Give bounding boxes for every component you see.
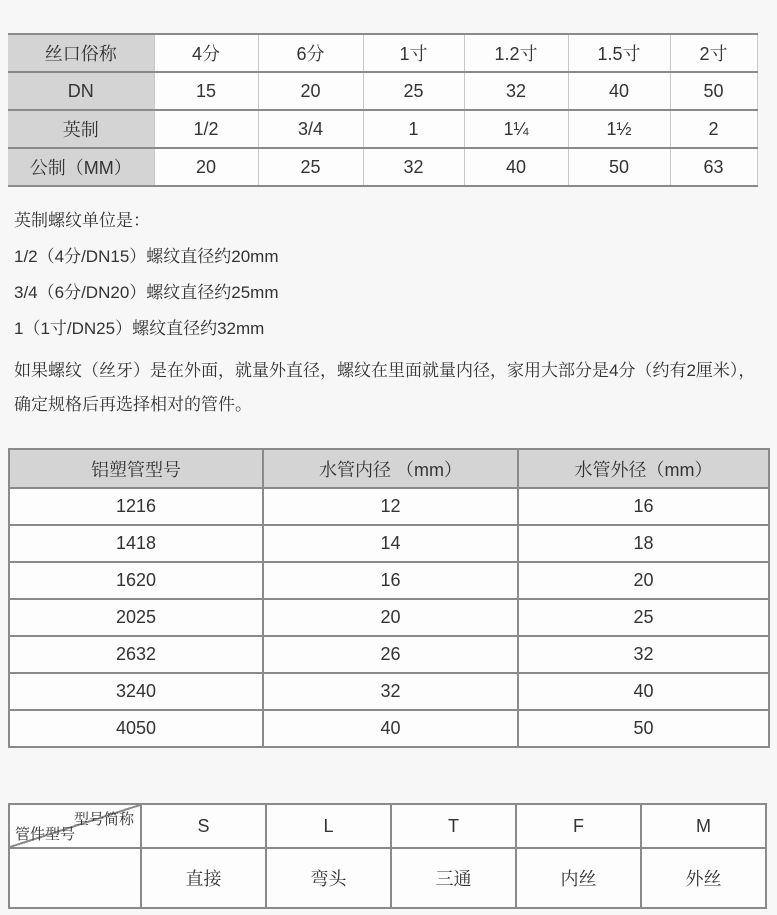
table-row <box>9 599 769 636</box>
table-row <box>8 110 757 148</box>
table-cell: 2025 <box>9 599 263 636</box>
table-cell: 1¼ <box>464 110 568 148</box>
name-cell: 三通 <box>391 848 516 908</box>
name-cell: 弯头 <box>266 848 391 908</box>
table-header-row <box>9 804 766 848</box>
table-cell: 1 <box>363 110 464 148</box>
table-cell: 20 <box>518 562 769 599</box>
table-cell: 25 <box>258 148 363 186</box>
table-cell: 12 <box>263 488 518 525</box>
table-cell: 1620 <box>9 562 263 599</box>
table-cell: 1.5寸 <box>568 34 670 72</box>
table-row <box>8 34 757 72</box>
row-header-cell: 丝口俗称 <box>8 34 154 72</box>
code-cell: F <box>516 804 641 848</box>
table-cell: 20 <box>258 72 363 110</box>
column-header-cell: 铝塑管型号 <box>9 449 263 488</box>
table-cell: 18 <box>518 525 769 562</box>
table-cell: 20 <box>263 599 518 636</box>
table-cell: 16 <box>518 488 769 525</box>
table-cell: 50 <box>518 710 769 747</box>
note-line: 1（1寸/DN25）螺纹直径约32mm <box>14 319 265 338</box>
row-header-cell: 公制（MM） <box>8 148 154 186</box>
table-cell: 1216 <box>9 488 263 525</box>
table-cell: 32 <box>263 673 518 710</box>
table-cell: 40 <box>568 72 670 110</box>
name-cell: 外丝 <box>641 848 766 908</box>
table-cell: 2 <box>670 110 757 148</box>
code-cell: M <box>641 804 766 848</box>
table-row <box>9 525 769 562</box>
row-header-cell: 英制 <box>8 110 154 148</box>
table-row <box>8 72 757 110</box>
note-line: 3/4（6分/DN20）螺纹直径约25mm <box>14 283 279 302</box>
notes-paragraph: 如果螺纹（丝牙）是在外面，就量外直径，螺纹在里面就量内径，家用大部分是4分（约有2厘米），确定规格后再选择相对的管件。 <box>14 361 756 414</box>
table-cell: 1½ <box>568 110 670 148</box>
table-cell: 40 <box>263 710 518 747</box>
table-cell: 1.2寸 <box>464 34 568 72</box>
fitting-code-table <box>8 803 767 909</box>
table-cell: 4分 <box>154 34 258 72</box>
table-cell: 3/4 <box>258 110 363 148</box>
code-cell: S <box>141 804 266 848</box>
table-row <box>9 636 769 673</box>
table-cell: 20 <box>154 148 258 186</box>
table-cell: 2632 <box>9 636 263 673</box>
pipe-size-table <box>8 448 770 748</box>
table-cell: 15 <box>154 72 258 110</box>
table-row <box>9 488 769 525</box>
table-cell: 14 <box>263 525 518 562</box>
table-row <box>8 148 757 186</box>
table-cell: 3240 <box>9 673 263 710</box>
code-cell: T <box>391 804 516 848</box>
column-header-cell: 水管内径 （mm） <box>263 449 518 488</box>
table-cell: 16 <box>263 562 518 599</box>
table-cell: 32 <box>363 148 464 186</box>
table-cell: 6分 <box>258 34 363 72</box>
table-cell: 32 <box>464 72 568 110</box>
empty-cell <box>9 848 141 908</box>
table-cell: 25 <box>518 599 769 636</box>
table-cell: 2寸 <box>670 34 757 72</box>
table-cell: 40 <box>518 673 769 710</box>
table-cell: 26 <box>263 636 518 673</box>
table-cell: 63 <box>670 148 757 186</box>
table-row <box>9 562 769 599</box>
table-cell: 25 <box>363 72 464 110</box>
diagonal-bottom-label: 管件型号 <box>15 826 76 843</box>
table-row <box>9 848 766 908</box>
diagonal-top-label: 型号简称 <box>73 811 134 828</box>
name-cell: 内丝 <box>516 848 641 908</box>
table-row <box>9 673 769 710</box>
table-header-row <box>9 449 769 488</box>
thread-size-table <box>8 33 758 187</box>
table-cell: 32 <box>518 636 769 673</box>
row-header-cell: DN <box>8 72 154 110</box>
page <box>0 33 777 909</box>
name-cell: 直接 <box>141 848 266 908</box>
table-row <box>9 710 769 747</box>
table-cell: 40 <box>464 148 568 186</box>
note-line: 1/2（4分/DN15）螺纹直径约20mm <box>14 247 279 266</box>
table-cell: 1418 <box>9 525 263 562</box>
notes-title: 英制螺纹单位是： <box>14 211 150 230</box>
column-header-cell: 水管外径（mm） <box>518 449 769 488</box>
notes-section <box>14 210 777 422</box>
diagonal-header-cell <box>9 804 141 848</box>
table-cell: 4050 <box>9 710 263 747</box>
table-cell: 50 <box>670 72 757 110</box>
code-cell: L <box>266 804 391 848</box>
table-cell: 50 <box>568 148 670 186</box>
table-cell: 1寸 <box>363 34 464 72</box>
table-cell: 1/2 <box>154 110 258 148</box>
